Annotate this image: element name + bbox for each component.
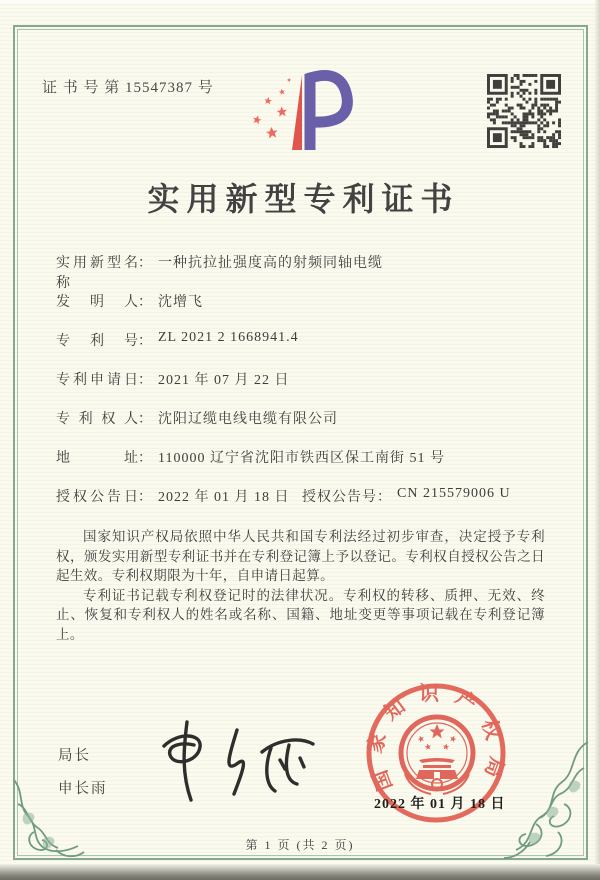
field-colon: ：	[138, 490, 152, 505]
field-utility-model-name	[56, 252, 548, 291]
field-value: 110000 辽宁省沈阳市铁西区保工南街 51 号	[158, 451, 445, 466]
field-value: 一种抗拉扯强度高的射频同轴电缆	[158, 256, 383, 271]
field-label: 专利权人	[56, 412, 138, 427]
national-emblem-icon	[401, 717, 473, 794]
legal-text	[56, 527, 545, 644]
cnipa-logo-icon	[244, 66, 356, 156]
field-colon: ：	[138, 334, 152, 349]
field-filing-date	[56, 369, 548, 408]
field-label: 发明人	[56, 295, 138, 310]
field-colon: ：	[138, 256, 152, 271]
certificate-title: 实用新型专利证书	[147, 181, 460, 217]
field-colon: ：	[377, 490, 391, 505]
logo-wedge	[292, 75, 302, 150]
field-patent-number	[56, 330, 548, 369]
seal-date: 2022 年 01 月 18 日	[374, 797, 506, 812]
field-label: 地址	[56, 451, 138, 466]
certificate-fields	[56, 252, 548, 525]
field-value: CN 215579006 U	[397, 486, 511, 501]
seal-text: 国家知识产权局	[364, 683, 508, 794]
field-label: 专利申请日	[56, 373, 138, 388]
field-value: 沈阳辽缆电线电缆有限公司	[158, 412, 338, 427]
field-grant-row	[56, 486, 548, 525]
scan-edge-right	[594, 0, 600, 880]
field-inventor	[56, 291, 548, 330]
field-label: 授权公告日	[56, 490, 138, 505]
field-grant-date	[56, 486, 302, 525]
field-grant-number	[302, 486, 548, 525]
field-colon: ：	[138, 295, 152, 310]
legal-paragraph-2: 专利证书记载专利权登记时的法律状况。专利权的转移、质押、无效、终止、恢复和专利权人的姓名或名称、国籍、地址变更等事项记载在专利登记簿上。	[56, 587, 545, 642]
field-colon: ：	[138, 412, 152, 427]
certificate-number: 证 书 号 第 15547387 号	[42, 80, 214, 96]
official-seal	[361, 678, 513, 838]
field-colon: ：	[138, 451, 152, 466]
scan-edge-top	[0, 0, 600, 4]
logo-p-shape	[310, 75, 347, 150]
field-colon: ：	[138, 373, 152, 388]
field-value: ZL 2021 2 1668941.4	[158, 330, 299, 345]
field-value: 沈增飞	[158, 295, 203, 310]
field-value: 2022 年 01 月 18 日	[158, 490, 290, 505]
signature-handwriting	[150, 712, 320, 807]
field-label: 授权公告号	[302, 490, 377, 505]
legal-paragraph-1: 国家知识产权局依照中华人民共和国专利法经过初步审查，决定授予专利权，颁发实用新型专利证书并在专利登记簿上予以登记。专利权自授权公告之日起生效。专利权期限为十年，自申请日起算。	[56, 529, 545, 583]
field-label: 实用新型名称	[56, 256, 138, 291]
signer-name: 申长雨	[58, 781, 108, 797]
field-patentee	[56, 408, 548, 447]
page-footer: 第 1 页 (共 2 页)	[245, 838, 355, 852]
field-value: 2021 年 07 月 22 日	[158, 373, 290, 388]
signer-title: 局长	[58, 748, 91, 764]
scan-edge-bottom	[0, 864, 600, 880]
field-label: 专利号	[56, 334, 138, 349]
qr-code	[487, 74, 561, 148]
field-address	[56, 447, 548, 486]
